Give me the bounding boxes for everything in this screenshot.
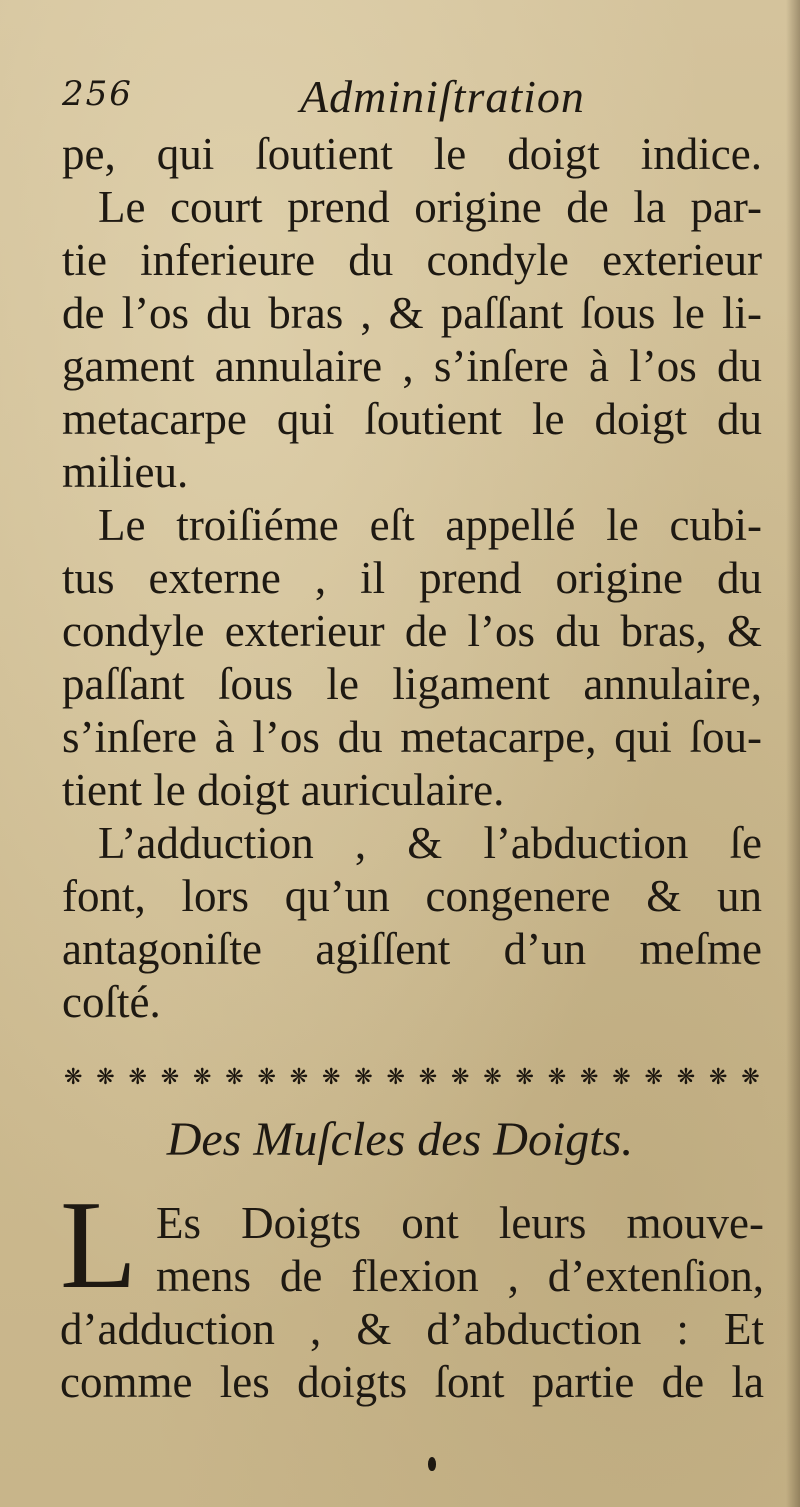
- section-title: Des Muſcles des Doigts.: [166, 1113, 634, 1166]
- text-line: comme les doigts ſont partie de la: [60, 1357, 764, 1407]
- ornament-glyph: ❋: [386, 1064, 405, 1090]
- ornament-glyph: ❋: [741, 1064, 760, 1090]
- ornament-glyph: ❋: [515, 1064, 534, 1090]
- ornament-glyph: ❋: [676, 1064, 696, 1090]
- paragraph-start-line: L’adduction , & l’abduction ſe: [98, 818, 762, 868]
- paragraph-end-line: milieu.: [62, 447, 189, 497]
- paragraph-end-line: tient le doigt auriculaire.: [62, 765, 505, 815]
- ornament-glyph: ❋: [193, 1064, 212, 1090]
- text-line: paſſant ſous le ligament annulaire,: [62, 659, 762, 709]
- ornament-glyph: ❋: [644, 1064, 663, 1090]
- ornament-glyph: ❋: [257, 1064, 276, 1090]
- text-line: tie inferieure du condyle exterieur: [62, 235, 762, 285]
- ornament-glyph: ❋: [418, 1064, 438, 1090]
- text-line: metacarpe qui ſoutient le doigt du: [62, 394, 762, 444]
- section-body: [60, 1176, 764, 1409]
- ornament-glyph: ❋: [128, 1064, 147, 1090]
- text-line: pe, qui ſoutient le doigt indice.: [62, 129, 762, 179]
- ornament-glyph: ❋: [709, 1064, 728, 1090]
- text-line: de l’os du bras , & paſſant ſous le li-: [62, 288, 762, 338]
- ornament-glyph: ❋: [580, 1064, 599, 1090]
- page-number: 256: [62, 74, 133, 114]
- paragraph-start-line: Le court prend origine de la par-: [98, 182, 762, 232]
- paragraph-start-line: Le troiſiéme eſt appellé le cubi-: [98, 500, 762, 550]
- ornament-glyph: ❋: [547, 1064, 567, 1090]
- text-line: s’inſere à l’os du metacarpe, qui ſou-: [62, 712, 762, 762]
- body-text: [62, 128, 762, 1029]
- ornament-glyph: ❋: [64, 1064, 83, 1090]
- ornament-glyph: ❋: [96, 1064, 115, 1090]
- text-line: tus externe , il prend origine du: [62, 553, 762, 603]
- text-line: d’adduction , & d’abduction : Et: [60, 1304, 764, 1354]
- ornament-glyph: ❋: [451, 1064, 470, 1090]
- paragraph-end-line: coſté.: [62, 977, 161, 1027]
- text-line: mens de flexion , d’extenſion,: [156, 1251, 764, 1301]
- drop-cap: L: [60, 1176, 137, 1315]
- ornament-glyph: ❋: [160, 1064, 180, 1090]
- ornament-glyph: ❋: [354, 1064, 373, 1090]
- text-line: Es Doigts ont leurs mouve-: [156, 1198, 764, 1248]
- ornament-divider: [64, 1062, 760, 1092]
- ornament-glyph: ❋: [289, 1064, 309, 1090]
- ornament-glyph: ❋: [322, 1064, 341, 1090]
- page-header: [62, 70, 702, 130]
- signature-mark: [428, 1457, 436, 1471]
- text-line: condyle exterieur de l’os du bras, &: [62, 606, 762, 656]
- text-line: font, lors qu’un congenere & un: [62, 871, 762, 921]
- ornament-glyph: ❋: [483, 1064, 502, 1090]
- ornament-glyph: ❋: [225, 1064, 244, 1090]
- text-line: antagoniſte agiſſent d’un meſme: [62, 924, 762, 974]
- ornament-glyph: ❋: [612, 1064, 631, 1090]
- running-title: Adminiſtration: [300, 71, 585, 122]
- text-line: gament annulaire , s’inſere à l’os du: [62, 341, 762, 391]
